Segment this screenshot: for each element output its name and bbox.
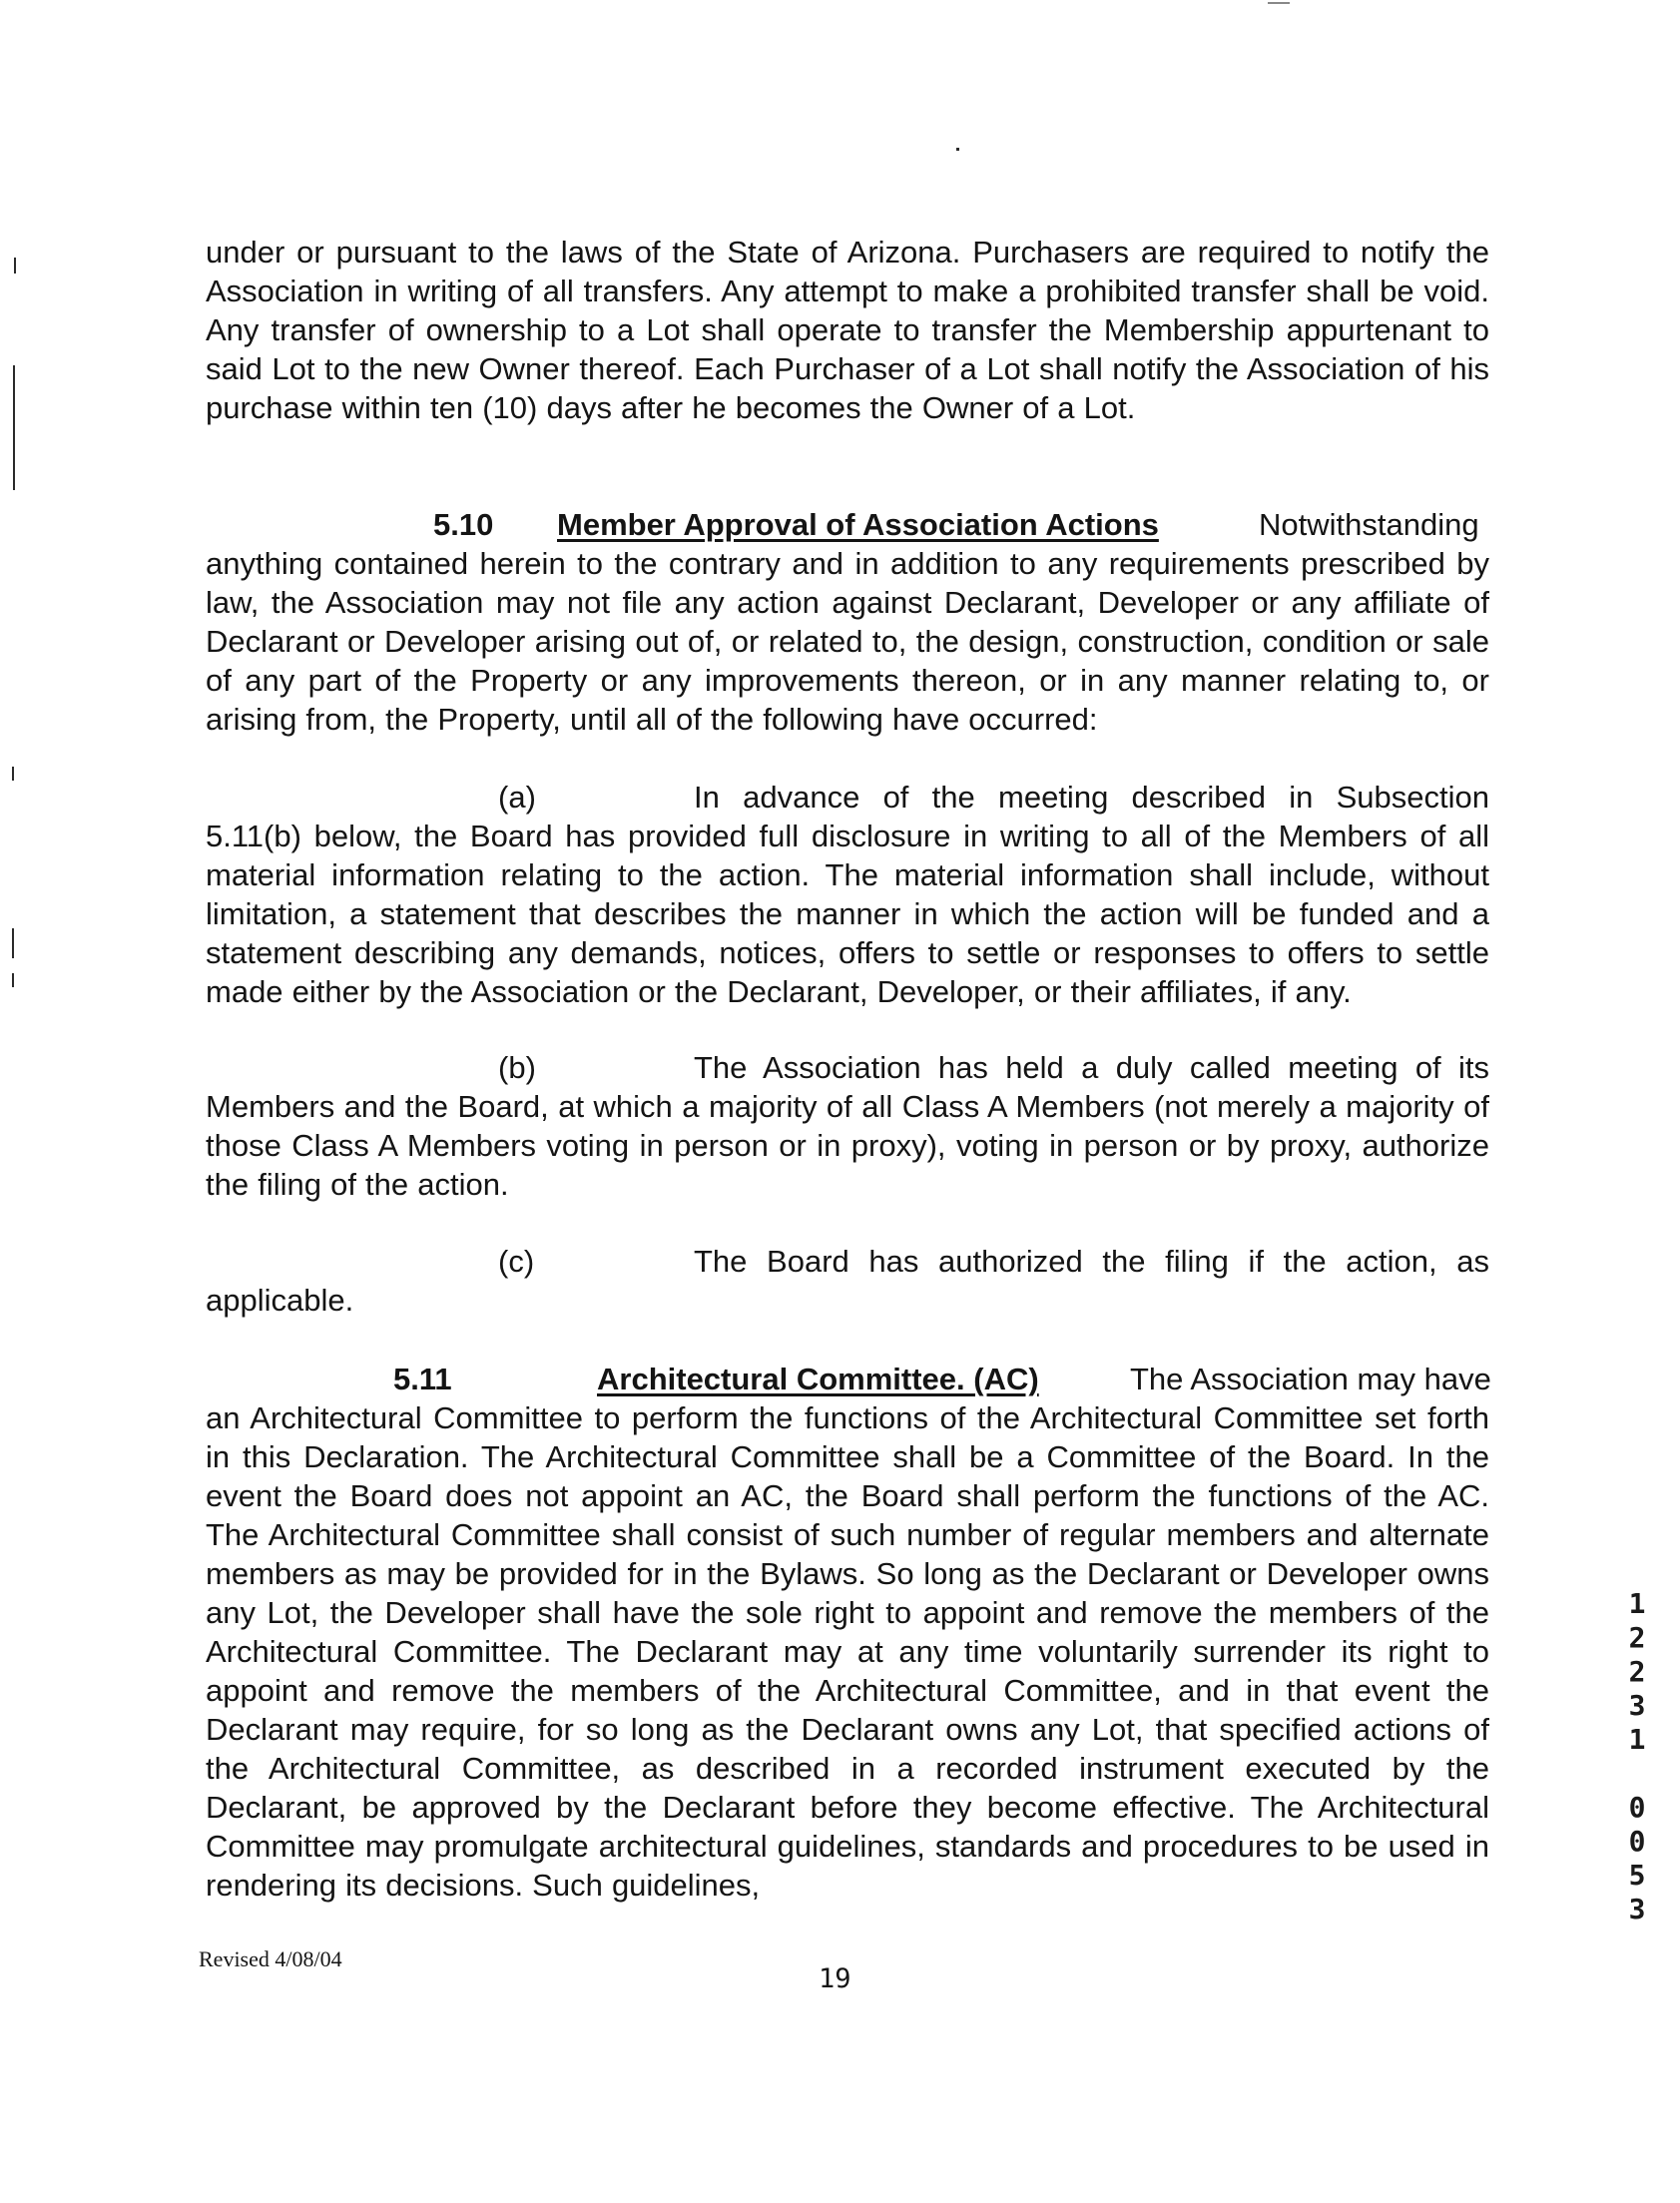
stamp-digit: 1 xyxy=(1628,1723,1646,1756)
scan-mark xyxy=(1268,2,1290,4)
scan-mark xyxy=(12,928,14,958)
stamp-digit: 3 xyxy=(1628,1893,1646,1926)
section-5-11-body: an Architectural Committee to perform the functions of the Architectural Committee set forth in this Declaration. The Architectural Committee shall be a Committee of the Board. In the event the Board does not appoint an AC, the Board shall perform the functions of the AC. The Architectural Committee shall consist of such number of regular members and alternate members as may be provided for in the Bylaws. So long as the Declarant or Developer owns any Lot, the Developer shall have the sole right to appoint and remove the members of the Architectural Committee. The Declarant may at any time voluntarily surrender its right to appoint and remove the members of the Architectural Committee, and in that event the Declarant may require, for so long as the Declarant owns any Lot, that specified actions of the Architectural Committee, as described in a recorded instrument executed by the Declarant, be approved by the Declarant before they become effective. The Architectural Committee may promulgate architectural guidelines, standards and procedures to be used in rendering its decisions. Such guidelines, xyxy=(206,1400,1489,1903)
item-a-first-line: In advance of the meeting described in Subsection xyxy=(694,780,1489,815)
section-5-11-heading xyxy=(206,1360,1489,1398)
item-a-body: 5.11(b) below, the Board has provided full disclosure in writing to all of the Members of all material information relating to the action. The material information shall include, without limitation, a statement that describes the manner in which the action will be funded and a statement describing any demands, notices, offers to settle or responses to offers to settle made either by the Association or the Declarant, Developer, or their affiliates, if any. xyxy=(206,819,1489,1009)
item-a-label: (a) xyxy=(498,780,536,815)
item-b-first-line: The Association has held a duly called meeting of its xyxy=(694,1050,1489,1085)
stamp-digit: 0 xyxy=(1628,1791,1646,1824)
item-c-heading xyxy=(206,1242,1489,1281)
item-c-body: applicable. xyxy=(206,1283,354,1318)
item-c-label: (c) xyxy=(498,1244,535,1279)
section-5-10-lead-word: Notwithstanding xyxy=(1259,507,1479,542)
stamp-gap xyxy=(1617,1757,1657,1791)
recording-stamp xyxy=(1617,1587,1657,1927)
section-5-11-title: Architectural Committee. (AC) xyxy=(597,1362,1039,1396)
section-5-11-lead-text: The Association may have xyxy=(1130,1362,1491,1396)
stamp-digit: 2 xyxy=(1628,1655,1646,1688)
item-a-heading xyxy=(206,778,1489,817)
item-b-body: Members and the Board, at which a majority of all Class A Members (not merely a majority of those Class A Members voting in person or in proxy), voting in person or by proxy, authorize the filing of the action. xyxy=(206,1089,1489,1202)
scan-mark xyxy=(13,365,15,490)
stamp-digit: 3 xyxy=(1628,1689,1646,1722)
stamp-digit: 1 xyxy=(1628,1587,1646,1620)
item-b-label: (b) xyxy=(498,1050,536,1085)
scan-mark xyxy=(14,258,16,274)
section-5-10-title: Member Approval of Association Actions xyxy=(557,507,1159,542)
stamp-digit: 0 xyxy=(1628,1825,1646,1858)
stamp-digit: 2 xyxy=(1628,1621,1646,1654)
scan-mark xyxy=(12,767,14,781)
section-5-10-body: anything contained herein to the contrary and in addition to any requirements prescribed by law, the Association may not file any action against Declarant, Developer or any affiliate of Declarant or Developer arising out of, or related to, the design, construction, condition or sale of any part of the Property or any improvements thereon, or in any manner relating to, or arising from, the Property, until all of the following have occurred: xyxy=(206,546,1489,737)
scan-mark xyxy=(12,973,14,987)
item-c-first-line: The Board has authorized the filing if the action, as xyxy=(694,1244,1489,1279)
page-number: 19 xyxy=(819,1963,851,1994)
stamp-digit: 5 xyxy=(1628,1859,1646,1892)
section-5-10-heading xyxy=(206,505,1489,544)
revised-date: Revised 4/08/04 xyxy=(199,1946,342,1971)
item-b-heading xyxy=(206,1048,1489,1087)
section-5-10-number: 5.10 xyxy=(433,507,494,542)
scan-mark xyxy=(956,148,959,151)
section-5-11-number: 5.11 xyxy=(393,1362,452,1396)
top-paragraph: under or pursuant to the laws of the State of Arizona. Purchasers are required to notify the Association in writing of all transfers. Any attempt to make a prohibited transfer shall be void. Any transfer of ownership to a Lot shall operate to transfer the Membership appurtenant to said Lot to the new Owner thereof. Each Purchaser of a Lot shall notify the Association of his purchase within ten (10) days after he becomes the Owner of a Lot. xyxy=(206,235,1489,425)
